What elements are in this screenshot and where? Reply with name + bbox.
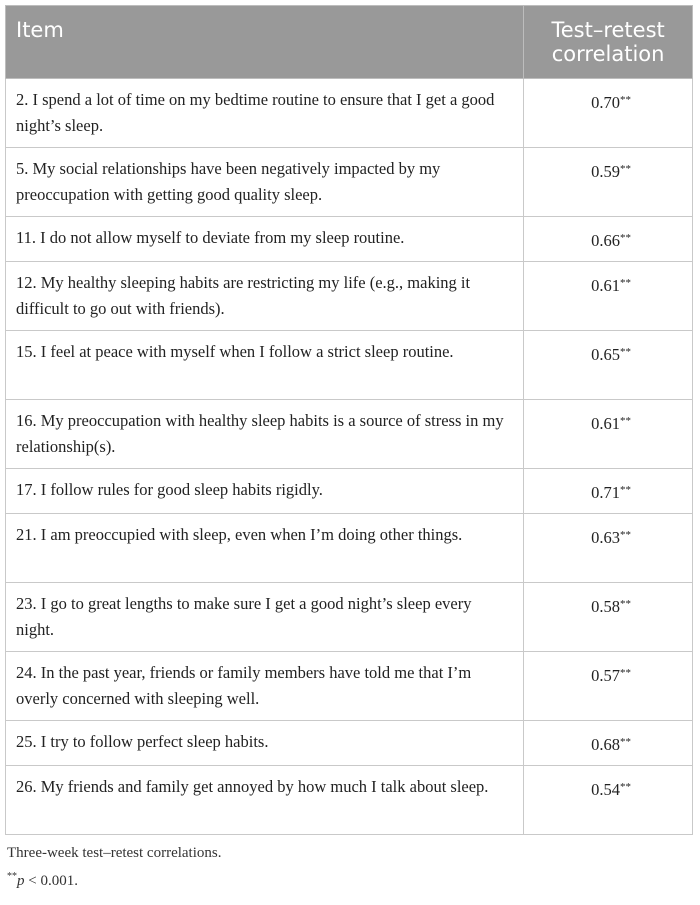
correlation-value: 0.68 [591,735,621,754]
significance-marker: ** [620,529,632,541]
correlation-value: 0.70 [591,93,621,112]
correlation-value: 0.66 [591,231,621,250]
significance-marker: ** [620,415,632,427]
correlation-value-wrap [534,514,682,551]
table-row [6,514,693,583]
item-cell [6,79,524,148]
correlation-value-wrap [534,262,682,299]
table-row [6,583,693,652]
correlation-cell [524,469,693,514]
correlation-value: 0.54 [591,780,621,799]
correlation-value: 0.63 [591,528,621,547]
correlation-value: 0.61 [591,276,621,295]
table-row [6,721,693,766]
correlation-cell [524,148,693,217]
correlation-value-wrap [534,148,682,185]
item-cell [6,400,524,469]
correlation-value: 0.61 [591,414,621,433]
item-text: 15. I feel at peace with myself when I follow a strict sleep routine. [16,342,454,361]
item-text: 11. I do not allow myself to deviate from my sleep routine. [16,228,405,247]
correlation-value: 0.57 [591,666,621,685]
header-correlation: Test–retest correlation [524,6,693,79]
footnote-significance [7,865,693,893]
table-row [6,469,693,514]
item-text: 5. My social relationships have been negatively impacted by my preoccupation with getting good quality sleep. [16,159,441,204]
correlation-cell [524,217,693,262]
correlation-value: 0.65 [591,345,621,364]
correlation-cell [524,331,693,400]
table-body [6,79,693,835]
item-text: 26. My friends and family get annoyed by how much I talk about sleep. [16,777,489,796]
item-text: 17. I follow rules for good sleep habits rigidly. [16,480,323,499]
correlation-value-wrap [534,721,682,758]
significance-marker: ** [620,667,632,679]
item-text: 16. My preoccupation with healthy sleep habits is a source of stress in my relationship(s). [16,411,504,456]
significance-marker: ** [620,163,632,175]
item-text: 12. My healthy sleeping habits are restricting my life (e.g., making it difficult to go out with friends). [16,273,471,318]
correlation-value-wrap [534,583,682,620]
header-item: Item [6,6,524,79]
significance-marker: ** [620,484,632,496]
correlation-cell [524,262,693,331]
correlation-value-wrap [534,652,682,689]
item-cell [6,514,524,583]
item-text: 2. I spend a lot of time on my bedtime routine to ensure that I get a good night’s sleep. [16,90,495,135]
table-row [6,331,693,400]
item-text: 21. I am preoccupied with sleep, even when I’m doing other things. [16,525,463,544]
correlation-value: 0.71 [591,483,621,502]
item-cell [6,469,524,514]
item-cell [6,331,524,400]
correlation-cell [524,766,693,835]
significance-marker: ** [620,736,632,748]
correlation-table [5,5,693,835]
table-header-row [6,6,693,79]
correlation-value-wrap [534,400,682,437]
item-cell [6,262,524,331]
table-row [6,262,693,331]
correlation-cell [524,514,693,583]
item-cell [6,148,524,217]
correlation-cell [524,652,693,721]
correlation-value-wrap [534,766,682,803]
footnote-caption: Three-week test–retest correlations. [7,845,222,861]
table-footnotes [5,841,693,893]
table-row [6,400,693,469]
correlation-table-container [5,5,693,893]
item-cell [6,583,524,652]
significance-marker: ** [620,598,632,610]
footnote-sig-marker: ** [7,871,17,882]
item-text: 25. I try to follow perfect sleep habits. [16,732,269,751]
correlation-cell [524,583,693,652]
correlation-value-wrap [534,469,682,506]
item-cell [6,652,524,721]
item-cell [6,721,524,766]
significance-marker: ** [620,277,632,289]
correlation-value-wrap [534,331,682,368]
correlation-value-wrap [534,217,682,254]
significance-marker: ** [620,94,632,106]
correlation-value-wrap [534,79,682,116]
item-cell [6,766,524,835]
correlation-cell [524,79,693,148]
correlation-value: 0.58 [591,597,621,616]
significance-marker: ** [620,781,632,793]
footnote-p-symbol: p [17,873,25,889]
correlation-cell [524,400,693,469]
table-row [6,148,693,217]
table-row [6,217,693,262]
significance-marker: ** [620,232,632,244]
table-row [6,766,693,835]
footnote-p-threshold: < 0.001. [24,873,78,889]
table-row [6,79,693,148]
item-cell [6,217,524,262]
table-row [6,652,693,721]
item-text: 24. In the past year, friends or family members have told me that I’m overly concerned with sleeping well. [16,663,472,708]
item-text: 23. I go to great lengths to make sure I get a good night’s sleep every night. [16,594,472,639]
correlation-cell [524,721,693,766]
significance-marker: ** [620,346,632,358]
correlation-value: 0.59 [591,162,621,181]
